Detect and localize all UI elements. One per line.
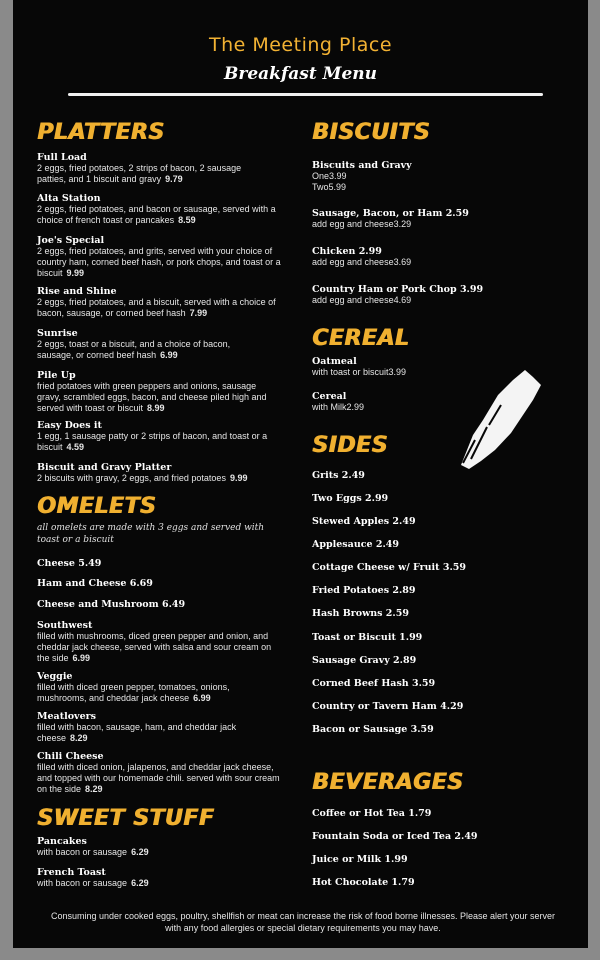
item-name: Alta Station xyxy=(37,193,101,204)
item-name: Pancakes xyxy=(37,836,87,847)
menu-item xyxy=(37,671,262,704)
menu-item xyxy=(37,711,267,744)
item-desc: Two xyxy=(312,182,329,192)
beverage-item xyxy=(312,854,408,865)
item-name: Sunrise xyxy=(37,328,78,339)
item-price: 9.99 xyxy=(66,268,85,278)
menu-item xyxy=(37,462,297,484)
beverage-item xyxy=(312,808,431,819)
page-title: The Meeting Place xyxy=(208,34,393,56)
item-name: Coffee or Hot Tea 1.79 xyxy=(312,808,432,819)
side-item xyxy=(312,608,409,619)
item-name: Oatmeal xyxy=(312,356,357,367)
item-name: Hash Browns 2.59 xyxy=(312,608,409,619)
item-desc: filled with diced green pepper, tomatoes, onions, mushrooms, and cheddar jack cheese xyxy=(37,682,230,703)
item-desc: with bacon or sausage xyxy=(37,878,128,888)
chalk-smudge xyxy=(453,365,553,475)
item-name: Ham and Cheese 6.69 xyxy=(37,578,153,589)
menu-item xyxy=(312,246,411,268)
item-desc: with bacon or sausage xyxy=(37,847,128,857)
item-name: Chili Cheese xyxy=(37,751,104,762)
item-name: Bacon or Sausage 3.59 xyxy=(312,724,434,735)
menu-page xyxy=(13,0,588,948)
item-price: 7.99 xyxy=(189,308,208,318)
menu-item xyxy=(312,391,364,413)
item-price: 3.69 xyxy=(393,257,412,267)
item-price: 8.59 xyxy=(178,215,196,225)
side-item xyxy=(312,701,463,712)
item-name: Corned Beef Hash 3.59 xyxy=(312,678,436,689)
item-name: Stewed Apples 2.49 xyxy=(312,516,416,527)
item-desc: 2 eggs, fried potatoes, and grits, served with your choice of country ham, corned beef hash, or pork chops, and toast or a biscuit xyxy=(37,246,281,278)
item-name: Veggie xyxy=(37,671,73,682)
item-price: 6.99 xyxy=(160,350,178,360)
item-name: Cheese 5.49 xyxy=(37,558,102,569)
item-price: 6.29 xyxy=(131,847,149,857)
platters-heading: PLATTERS xyxy=(37,120,165,145)
item-name: Biscuits and Gravy xyxy=(312,160,412,171)
item-desc: add egg and cheese xyxy=(312,257,394,267)
item-name: Meatlovers xyxy=(37,711,96,722)
side-item xyxy=(312,470,365,481)
menu-item xyxy=(37,620,282,664)
item-name: Chicken 2.99 xyxy=(312,246,382,257)
item-name: Cottage Cheese w/ Fruit 3.59 xyxy=(312,562,466,573)
item-price: 4.59 xyxy=(66,442,85,452)
side-item xyxy=(312,493,388,504)
item-name: Cheese and Mushroom 6.49 xyxy=(37,599,186,610)
item-desc: filled with mushrooms, diced green pepper and onion, and cheddar jack cheese, served with salsa and sour cream on the side xyxy=(37,631,272,663)
item-price: 8.29 xyxy=(85,784,103,794)
menu-item xyxy=(37,370,277,414)
item-desc: 1 egg, 1 sausage patty or 2 strips of bacon, and toast or a biscuit xyxy=(37,431,268,452)
item-desc: 2 eggs, fried potatoes, and a biscuit, served with a choice of bacon, sausage, or corned beef hash xyxy=(37,297,276,318)
item-name: Country Ham or Pork Chop 3.99 xyxy=(312,284,484,295)
item-desc: filled with bacon, sausage, ham, and cheddar jack cheese xyxy=(37,722,237,743)
item-name: Grits 2.49 xyxy=(312,470,365,481)
item-name: Cereal xyxy=(312,391,347,402)
item-desc: 2 eggs, fried potatoes, 2 strips of bacon, 2 sausage patties, and 1 biscuit and gravy xyxy=(37,163,242,184)
side-item xyxy=(312,724,434,735)
item-price: 4.69 xyxy=(393,295,412,305)
menu-item xyxy=(37,558,101,569)
menu-item xyxy=(312,208,469,230)
item-name: Juice or Milk 1.99 xyxy=(312,854,408,865)
item-price: 6.29 xyxy=(131,878,149,888)
menu-item xyxy=(37,751,287,795)
item-price: 3.29 xyxy=(393,219,412,229)
menu-item xyxy=(37,235,282,279)
omelets-note: all omelets are made with 3 eggs and served with toast or a biscuit xyxy=(37,523,265,545)
side-item xyxy=(312,585,416,596)
item-price: 9.99 xyxy=(229,473,248,483)
item-desc: One xyxy=(312,171,330,181)
item-desc: filled with diced onion, jalapenos, and cheddar jack cheese, and topped with our homemade chili. served with sour cream on the side xyxy=(37,762,280,794)
cereal-heading: CEREAL xyxy=(312,326,410,351)
menu-item xyxy=(37,867,149,889)
item-name: Toast or Biscuit 1.99 xyxy=(312,632,423,643)
menu-item xyxy=(37,578,153,589)
side-item xyxy=(312,678,435,689)
item-name: Country or Tavern Ham 4.29 xyxy=(312,701,464,712)
side-item xyxy=(312,562,466,573)
item-name: French Toast xyxy=(37,867,106,878)
side-item xyxy=(312,632,422,643)
menu-item xyxy=(37,328,252,361)
item-name: Pile Up xyxy=(37,370,76,381)
item-desc: 2 eggs, toast or a biscuit, and a choice of bacon, sausage, or corned beef hash xyxy=(37,339,231,360)
menu-item xyxy=(37,599,185,610)
item-name: Easy Does it xyxy=(37,420,102,431)
beverage-item xyxy=(312,877,415,888)
menu-item xyxy=(37,420,287,453)
side-item xyxy=(312,516,416,527)
title-divider xyxy=(68,93,543,96)
item-price: 3.99 xyxy=(329,171,347,181)
item-price: 8.99 xyxy=(147,403,165,413)
allergy-disclaimer: Consuming under cooked eggs, poultry, shellfish or meat can increase the risk of food borne illnesses. Please alert your server with any food allergies or special dietary requirements you may have. xyxy=(50,911,556,933)
sweet-stuff-heading: SWEET STUFF xyxy=(37,806,215,831)
item-name: Two Eggs 2.99 xyxy=(312,493,389,504)
item-desc: with Milk xyxy=(312,402,347,412)
beverages-heading: BEVERAGES xyxy=(312,770,464,795)
item-desc: with toast or biscuit xyxy=(312,367,389,377)
item-name: Southwest xyxy=(37,620,93,631)
item-name: Applesauce 2.49 xyxy=(312,539,399,550)
side-item xyxy=(312,539,399,550)
menu-item xyxy=(37,152,267,185)
item-name: Biscuit and Gravy Platter xyxy=(37,462,172,473)
item-name: Sausage Gravy 2.89 xyxy=(312,655,417,666)
menu-item xyxy=(37,193,287,226)
side-item xyxy=(312,655,416,666)
beverage-item xyxy=(312,831,478,842)
menu-item xyxy=(312,356,406,378)
item-desc: fried potatoes with green peppers and onions, sausage gravy, scrambled eggs, bacon, and cheese piled high and served with toast or biscuit xyxy=(37,381,267,413)
item-price: 3.99 xyxy=(388,367,407,377)
menu-item xyxy=(312,160,412,193)
item-name: Joe's Special xyxy=(37,235,105,246)
item-price: 6.99 xyxy=(193,693,211,703)
page-subtitle: Breakfast Menu xyxy=(224,64,377,84)
menu-item xyxy=(37,286,287,319)
item-name: Rise and Shine xyxy=(37,286,117,297)
item-name: Full Load xyxy=(37,152,87,163)
omelets-heading: OMELETS xyxy=(37,494,157,519)
menu-item xyxy=(312,284,483,306)
item-price: 8.29 xyxy=(70,733,88,743)
item-price: 6.99 xyxy=(72,653,91,663)
item-desc: 2 biscuits with gravy, 2 eggs, and fried potatoes xyxy=(37,473,226,483)
item-desc: add egg and cheese xyxy=(312,295,394,305)
item-price: 5.99 xyxy=(328,182,347,192)
item-name: Fountain Soda or Iced Tea 2.49 xyxy=(312,831,478,842)
sides-heading: SIDES xyxy=(312,433,388,458)
item-desc: 2 eggs, fried potatoes, and bacon or sausage, served with a choice of french toast or pancakes xyxy=(37,204,276,225)
menu-item xyxy=(37,836,149,858)
biscuits-heading: BISCUITS xyxy=(312,120,430,145)
item-name: Fried Potatoes 2.89 xyxy=(312,585,416,596)
item-name: Sausage, Bacon, or Ham 2.59 xyxy=(312,208,469,219)
item-desc: add egg and cheese xyxy=(312,219,394,229)
item-name: Hot Chocolate 1.79 xyxy=(312,877,415,888)
item-price: 2.99 xyxy=(346,402,365,412)
item-price: 9.79 xyxy=(165,174,183,184)
